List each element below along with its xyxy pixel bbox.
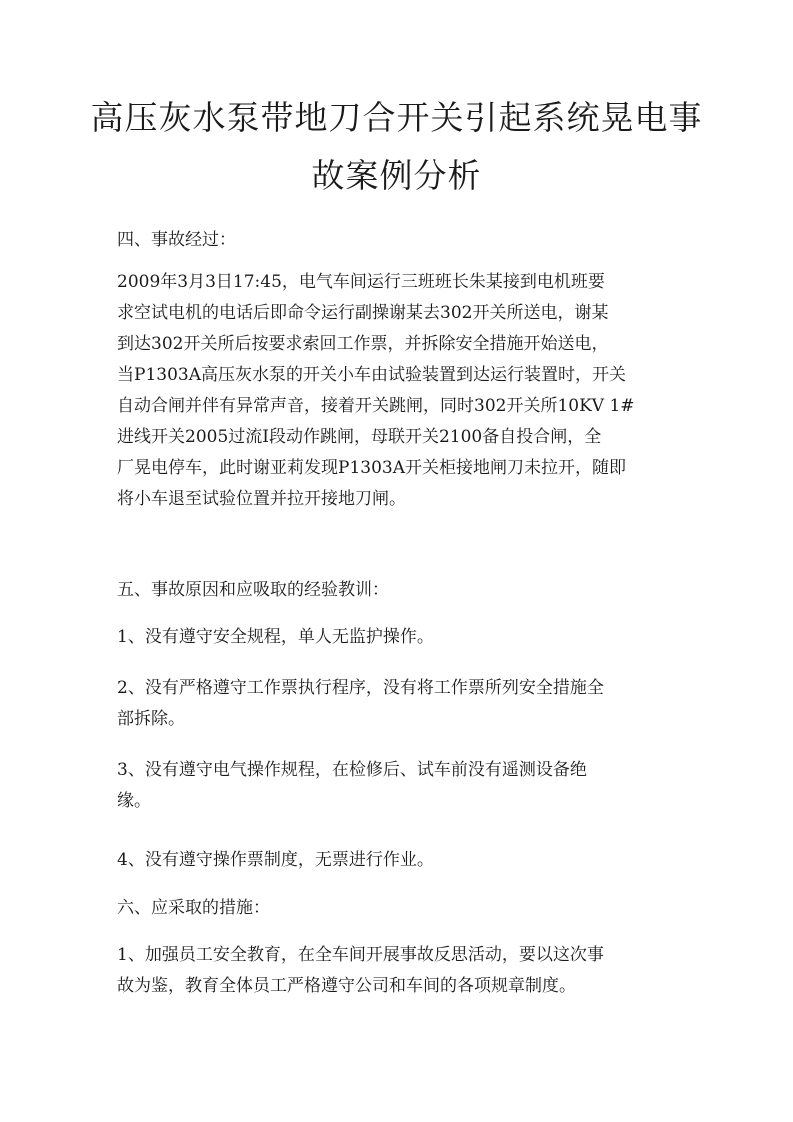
body-line: 自动合闸并伴有异常声音，接着开关跳闸，同时302开关所10KV 1# xyxy=(117,396,635,416)
section-5-item-3 xyxy=(117,755,692,817)
section-6-item-1 xyxy=(117,940,692,1002)
section-4-body xyxy=(117,267,692,515)
section-6-heading: 六、应采取的措施： xyxy=(117,898,270,918)
body-line: 故为鉴，教育全体员工严格遵守公司和车间的各项规章制度。 xyxy=(117,976,576,996)
section-4-heading: 四、事故经过： xyxy=(117,230,236,250)
section-5-item-1 xyxy=(117,622,692,653)
document-title-line-1: 高压灰水泵带地刀合开关引起系统晃电事 xyxy=(90,98,703,137)
body-line: 2、没有严格遵守工作票执行程序，没有将工作票所列安全措施全 xyxy=(117,678,604,698)
body-line: 3、没有遵守电气操作规程，在检修后、试车前没有遥测设备绝 xyxy=(117,760,587,780)
section-5-item-2 xyxy=(117,673,692,735)
body-line: 当P1303A高压灰水泵的开关小车由试验装置到达运行装置时，开关 xyxy=(117,365,626,385)
section-5-heading: 五、事故原因和应吸取的经验教训： xyxy=(117,580,389,600)
body-line: 部拆除。 xyxy=(117,709,185,729)
body-line: 缘。 xyxy=(117,791,151,811)
body-line: 1、没有遵守安全规程，单人无监护操作。 xyxy=(117,627,434,647)
section-5-item-4 xyxy=(117,845,692,876)
body-line: 2009年3月3日17:45，电气车间运行三班班长朱某接到电机班要 xyxy=(117,272,605,292)
body-line: 将小车退至试验位置并拉开接地刀闸。 xyxy=(117,489,406,509)
body-line: 厂晃电停车，此时谢亚莉发现P1303A开关柜接地闸刀未拉开，随即 xyxy=(117,458,626,478)
document-title-line-2: 故案例分析 xyxy=(311,156,482,195)
body-line: 到达302开关所后按要求索回工作票，并拆除安全措施开始送电， xyxy=(117,334,609,354)
body-line: 进线开关2005过流Ⅰ段动作跳闸，母联开关2100备自投合闸，全 xyxy=(117,427,602,447)
body-line: 求空试电机的电话后即命令运行副操谢某去302开关所送电，谢某 xyxy=(117,303,609,323)
body-line: 4、没有遵守操作票制度，无票进行作业。 xyxy=(117,850,434,870)
body-line: 1、加强员工安全教育，在全车间开展事故反思活动，要以这次事 xyxy=(117,945,604,965)
